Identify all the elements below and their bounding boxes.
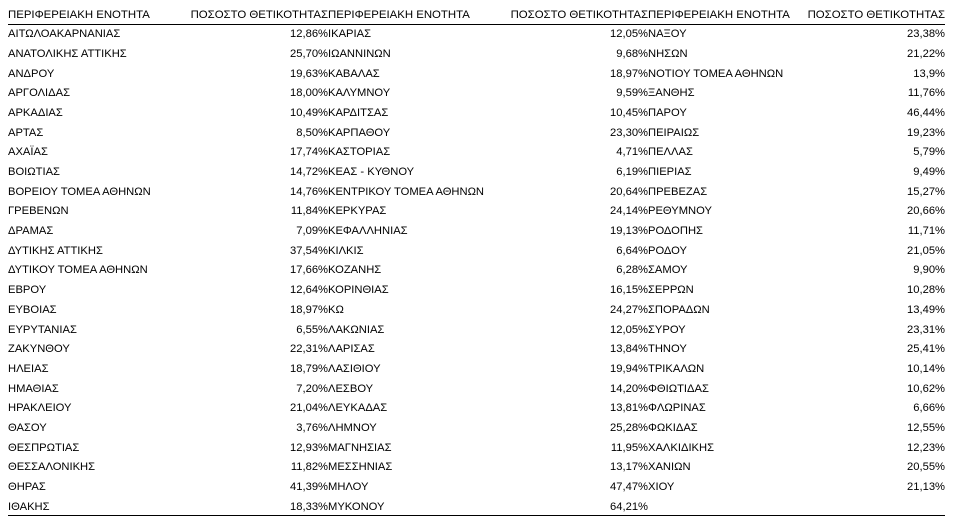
positivity-rate-value: 9,68% bbox=[616, 47, 648, 60]
regional-unit-name: ΘΗΡΑΣ bbox=[8, 481, 46, 494]
table-row bbox=[8, 183, 328, 203]
positivity-rate-value: 12,86% bbox=[290, 28, 328, 41]
positivity-rate-value: 46,44% bbox=[907, 106, 945, 119]
positivity-rate-value: 18,00% bbox=[290, 87, 328, 100]
table-row bbox=[8, 123, 328, 143]
table-row bbox=[328, 320, 648, 340]
table-row bbox=[8, 320, 328, 340]
table-row bbox=[328, 45, 648, 65]
regional-unit-name: ΘΑΣΟΥ bbox=[8, 421, 47, 434]
positivity-rate-value: 37,54% bbox=[290, 244, 328, 257]
positivity-rate-value: 6,28% bbox=[616, 264, 648, 277]
table-row bbox=[328, 478, 648, 498]
positivity-rate-value: 13,9% bbox=[913, 67, 945, 80]
table-row bbox=[8, 399, 328, 419]
positivity-rate-value: 24,14% bbox=[610, 205, 648, 218]
table-row bbox=[648, 340, 945, 360]
table-row bbox=[648, 458, 945, 478]
regional-unit-name: ΙΩΑΝΝΙΝΩΝ bbox=[328, 47, 391, 60]
positivity-rate-value: 13,49% bbox=[907, 303, 945, 316]
positivity-rate-value: 11,82% bbox=[290, 461, 328, 474]
table-row bbox=[648, 242, 945, 262]
regional-unit-name: ΑΡΓΟΛΙΔΑΣ bbox=[8, 87, 71, 100]
regional-unit-name: ΛΑΡΙΣΑΣ bbox=[328, 343, 375, 356]
column-group-3 bbox=[648, 8, 945, 498]
positivity-rate-value: 21,13% bbox=[907, 481, 945, 494]
positivity-rate-value: 25,70% bbox=[290, 47, 328, 60]
regional-unit-name: ΚΟΖΑΝΗΣ bbox=[328, 264, 382, 277]
table-row bbox=[8, 458, 328, 478]
table-row bbox=[648, 143, 945, 163]
table-row bbox=[328, 64, 648, 84]
table-row bbox=[328, 143, 648, 163]
regional-unit-name: ΦΛΩΡΙΝΑΣ bbox=[648, 402, 706, 415]
regional-unit-name: ΑΡΤΑΣ bbox=[8, 126, 44, 139]
regional-unit-name: ΗΜΑΘΙΑΣ bbox=[8, 382, 59, 395]
header-positivity-rate: ΠΟΣΟΣΤΟ ΘΕΤΙΚΟΤΗΤΑΣ bbox=[510, 9, 648, 22]
table-row bbox=[8, 222, 328, 242]
regional-unit-name: ΡΟΔΟΠΗΣ bbox=[648, 225, 703, 238]
table-row bbox=[8, 64, 328, 84]
regional-unit-name: ΠΑΡΟΥ bbox=[648, 106, 687, 119]
table-row bbox=[328, 84, 648, 104]
regional-unit-name: ΜΑΓΝΗΣΙΑΣ bbox=[328, 441, 392, 454]
regional-unit-name: ΚΕΡΚΥΡΑΣ bbox=[328, 205, 387, 218]
table-row bbox=[648, 281, 945, 301]
regional-unit-name: ΦΘΙΩΤΙΔΑΣ bbox=[648, 382, 709, 395]
regional-unit-name: ΠΡΕΒΕΖΑΣ bbox=[648, 185, 708, 198]
table-row bbox=[328, 379, 648, 399]
regional-unit-name: ΛΕΣΒΟΥ bbox=[328, 382, 374, 395]
table-row bbox=[648, 123, 945, 143]
regional-unit-name: ΚΑΡΔΙΤΣΑΣ bbox=[328, 106, 389, 119]
regional-unit-name: ΣΠΟΡΑΔΩΝ bbox=[648, 303, 710, 316]
table-row bbox=[648, 419, 945, 439]
positivity-rate-value: 9,49% bbox=[913, 166, 945, 179]
regional-unit-name: ΖΑΚΥΝΘΟΥ bbox=[8, 343, 70, 356]
positivity-rate-value: 18,97% bbox=[290, 303, 328, 316]
positivity-rate-value: 3,76% bbox=[296, 421, 328, 434]
table-row bbox=[8, 301, 328, 321]
regional-unit-name: ΑΧΑΪΑΣ bbox=[8, 146, 48, 159]
header-regional-unit: ΠΕΡΙΦΕΡΕΙΑΚΗ ΕΝΟΤΗΤΑ bbox=[8, 9, 150, 22]
positivity-rate-value: 10,14% bbox=[907, 362, 945, 375]
regional-unit-name: ΘΕΣΠΡΩΤΙΑΣ bbox=[8, 441, 80, 454]
positivity-rate-value: 23,38% bbox=[907, 28, 945, 41]
regional-unit-name: ΠΕΛΛΑΣ bbox=[648, 146, 693, 159]
positivity-rate-value: 5,79% bbox=[913, 146, 945, 159]
regional-unit-name: ΝΟΤΙΟΥ ΤΟΜΕΑ ΑΘΗΝΩΝ bbox=[648, 67, 784, 80]
positivity-rate-value: 17,74% bbox=[290, 146, 328, 159]
regional-unit-name: ΘΕΣΣΑΛΟΝΙΚΗΣ bbox=[8, 461, 96, 474]
table-row bbox=[328, 458, 648, 478]
table-row bbox=[648, 261, 945, 281]
regional-unit-name: ΔΥΤΙΚΟΥ ΤΟΜΕΑ ΑΘΗΝΩΝ bbox=[8, 264, 148, 277]
table-row bbox=[328, 399, 648, 419]
positivity-rate-value: 18,79% bbox=[290, 362, 328, 375]
positivity-rate-value: 14,76% bbox=[290, 185, 328, 198]
regional-unit-name: ΚΑΣΤΟΡΙΑΣ bbox=[328, 146, 391, 159]
regional-unit-name: ΑΙΤΩΛΟΑΚΑΡΝΑΝΙΑΣ bbox=[8, 28, 121, 41]
column-group-2 bbox=[328, 8, 648, 517]
regional-unit-name: ΤΡΙΚΑΛΩΝ bbox=[648, 362, 705, 375]
regional-unit-name: ΜΥΚΟΝΟΥ bbox=[328, 500, 385, 513]
table-row bbox=[8, 163, 328, 183]
positivity-rate-value: 17,66% bbox=[290, 264, 328, 277]
table-row bbox=[328, 25, 648, 45]
positivity-rate-value: 9,90% bbox=[913, 264, 945, 277]
table-header-row bbox=[8, 8, 328, 25]
regional-unit-name: ΣΑΜΟΥ bbox=[648, 264, 688, 277]
positivity-rate-value: 7,20% bbox=[296, 382, 328, 395]
regional-unit-name: ΑΝΑΤΟΛΙΚΗΣ ΑΤΤΙΚΗΣ bbox=[8, 47, 127, 60]
column-group-3-rows bbox=[648, 25, 945, 498]
positivity-rate-value: 10,45% bbox=[610, 106, 648, 119]
regional-unit-name: ΣΥΡΟΥ bbox=[648, 323, 686, 336]
table-row bbox=[648, 399, 945, 419]
table-row bbox=[328, 202, 648, 222]
positivity-rate-value: 6,19% bbox=[616, 166, 648, 179]
table-row bbox=[8, 379, 328, 399]
regional-unit-name: ΞΑΝΘΗΣ bbox=[648, 87, 695, 100]
column-group-2-rows bbox=[328, 25, 648, 517]
positivity-rate-value: 10,49% bbox=[290, 106, 328, 119]
table-row bbox=[8, 340, 328, 360]
regional-unit-name: ΚΑΡΠΑΘΟΥ bbox=[328, 126, 391, 139]
positivity-rate-value: 21,22% bbox=[907, 47, 945, 60]
regional-unit-name: ΝΗΣΩΝ bbox=[648, 47, 688, 60]
regional-unit-name: ΚΕΝΤΡΙΚΟΥ ΤΟΜΕΑ ΑΘΗΝΩΝ bbox=[328, 185, 485, 198]
positivity-rate-value: 13,84% bbox=[610, 343, 648, 356]
positivity-table bbox=[8, 8, 945, 517]
regional-unit-name: ΛΕΥΚΑΔΑΣ bbox=[328, 402, 388, 415]
positivity-rate-value: 7,09% bbox=[296, 225, 328, 238]
positivity-rate-value: 16,15% bbox=[610, 284, 648, 297]
table-row bbox=[328, 163, 648, 183]
regional-unit-name: ΗΡΑΚΛΕΙΟΥ bbox=[8, 402, 72, 415]
positivity-rate-value: 13,81% bbox=[610, 402, 648, 415]
table-bottom-rule bbox=[8, 515, 945, 516]
table-row bbox=[648, 438, 945, 458]
positivity-rate-value: 19,13% bbox=[610, 225, 648, 238]
positivity-rate-value: 6,55% bbox=[296, 323, 328, 336]
regional-unit-name: ΛΗΜΝΟΥ bbox=[328, 421, 377, 434]
regional-unit-name: ΒΟΡΕΙΟΥ ΤΟΜΕΑ ΑΘΗΝΩΝ bbox=[8, 185, 151, 198]
column-group-1 bbox=[8, 8, 328, 517]
regional-unit-name: ΜΗΛΟΥ bbox=[328, 481, 369, 494]
positivity-rate-value: 21,05% bbox=[907, 244, 945, 257]
regional-unit-name: ΣΕΡΡΩΝ bbox=[648, 284, 694, 297]
table-row bbox=[8, 84, 328, 104]
positivity-rate-value: 12,93% bbox=[290, 441, 328, 454]
table-row bbox=[648, 379, 945, 399]
regional-unit-name: ΤΗΝΟΥ bbox=[648, 343, 687, 356]
positivity-rate-value: 4,71% bbox=[616, 146, 648, 159]
positivity-rate-value: 11,71% bbox=[907, 225, 945, 238]
table-row bbox=[648, 222, 945, 242]
table-row bbox=[8, 360, 328, 380]
table-header-row bbox=[648, 8, 945, 25]
table-row bbox=[648, 320, 945, 340]
table-row bbox=[8, 242, 328, 262]
positivity-rate-value: 9,59% bbox=[616, 87, 648, 100]
regional-unit-name: ΠΙΕΡΙΑΣ bbox=[648, 166, 692, 179]
positivity-rate-value: 64,21% bbox=[610, 500, 648, 513]
regional-unit-name: ΚΕΑΣ - ΚΥΘΝΟΥ bbox=[328, 166, 415, 179]
table-row bbox=[8, 25, 328, 45]
regional-unit-name: ΦΩΚΙΔΑΣ bbox=[648, 421, 698, 434]
header-regional-unit: ΠΕΡΙΦΕΡΕΙΑΚΗ ΕΝΟΤΗΤΑ bbox=[648, 9, 790, 22]
header-positivity-rate: ΠΟΣΟΣΤΟ ΘΕΤΙΚΟΤΗΤΑΣ bbox=[190, 9, 328, 22]
positivity-rate-value: 19,23% bbox=[907, 126, 945, 139]
positivity-rate-value: 47,47% bbox=[610, 481, 648, 494]
table-row bbox=[648, 183, 945, 203]
table-row bbox=[328, 242, 648, 262]
regional-unit-name: ΧΑΝΙΩΝ bbox=[648, 461, 691, 474]
regional-unit-name: ΕΥΒΟΙΑΣ bbox=[8, 303, 57, 316]
table-row bbox=[328, 123, 648, 143]
positivity-rate-value: 12,64% bbox=[290, 284, 328, 297]
regional-unit-name: ΡΕΘΥΜΝΟΥ bbox=[648, 205, 712, 218]
regional-unit-name: ΛΑΣΙΘΙΟΥ bbox=[328, 362, 381, 375]
column-group-1-rows bbox=[8, 25, 328, 517]
table-row bbox=[328, 183, 648, 203]
regional-unit-name: ΚΑΛΥΜΝΟΥ bbox=[328, 87, 391, 100]
regional-unit-name: ΗΛΕΙΑΣ bbox=[8, 362, 49, 375]
positivity-rate-value: 6,64% bbox=[616, 244, 648, 257]
table-row bbox=[328, 340, 648, 360]
positivity-rate-value: 8,50% bbox=[296, 126, 328, 139]
regional-unit-name: ΕΥΡΥΤΑΝΙΑΣ bbox=[8, 323, 77, 336]
regional-unit-name: ΚΩ bbox=[328, 303, 344, 316]
positivity-rate-value: 20,66% bbox=[907, 205, 945, 218]
regional-unit-name: ΑΡΚΑΔΙΑΣ bbox=[8, 106, 63, 119]
regional-unit-name: ΚΙΛΚΙΣ bbox=[328, 244, 364, 257]
table-row bbox=[648, 163, 945, 183]
table-row bbox=[648, 360, 945, 380]
positivity-rate-value: 12,05% bbox=[610, 323, 648, 336]
positivity-rate-value: 6,66% bbox=[913, 402, 945, 415]
regional-unit-name: ΔΡΑΜΑΣ bbox=[8, 225, 54, 238]
table-row bbox=[8, 478, 328, 498]
regional-unit-name: ΙΘΑΚΗΣ bbox=[8, 500, 50, 513]
regional-unit-name: ΚΕΦΑΛΛΗΝΙΑΣ bbox=[328, 225, 408, 238]
table-row bbox=[328, 104, 648, 124]
regional-unit-name: ΡΟΔΟΥ bbox=[648, 244, 687, 257]
table-row bbox=[8, 438, 328, 458]
regional-unit-name: ΑΝΔΡΟΥ bbox=[8, 67, 55, 80]
regional-unit-name: ΔΥΤΙΚΗΣ ΑΤΤΙΚΗΣ bbox=[8, 244, 103, 257]
table-row bbox=[648, 104, 945, 124]
regional-unit-name: ΧΙΟΥ bbox=[648, 481, 675, 494]
positivity-rate-value: 25,28% bbox=[610, 421, 648, 434]
regional-unit-name: ΕΒΡΟΥ bbox=[8, 284, 47, 297]
table-row bbox=[648, 301, 945, 321]
regional-unit-name: ΝΑΞΟΥ bbox=[648, 28, 687, 41]
positivity-rate-value: 11,84% bbox=[290, 205, 328, 218]
positivity-rate-value: 18,33% bbox=[290, 500, 328, 513]
table-row bbox=[8, 143, 328, 163]
regional-unit-name: ΧΑΛΚΙΔΙΚΗΣ bbox=[648, 441, 715, 454]
regional-unit-name: ΜΕΣΣΗΝΙΑΣ bbox=[328, 461, 393, 474]
positivity-rate-value: 11,76% bbox=[907, 87, 945, 100]
table-row bbox=[648, 64, 945, 84]
table-row bbox=[8, 419, 328, 439]
positivity-rate-value: 20,64% bbox=[610, 185, 648, 198]
table-row bbox=[328, 419, 648, 439]
positivity-rate-value: 23,30% bbox=[610, 126, 648, 139]
positivity-rate-value: 13,17% bbox=[610, 461, 648, 474]
table-row bbox=[8, 261, 328, 281]
table-row bbox=[648, 202, 945, 222]
regional-unit-name: ΚΟΡΙΝΘΙΑΣ bbox=[328, 284, 389, 297]
table-row bbox=[648, 45, 945, 65]
regional-unit-name: ΙΚΑΡΙΑΣ bbox=[328, 28, 371, 41]
table-row bbox=[8, 202, 328, 222]
header-regional-unit: ΠΕΡΙΦΕΡΕΙΑΚΗ ΕΝΟΤΗΤΑ bbox=[328, 9, 470, 22]
header-positivity-rate: ΠΟΣΟΣΤΟ ΘΕΤΙΚΟΤΗΤΑΣ bbox=[807, 9, 945, 22]
positivity-rate-value: 19,63% bbox=[290, 67, 328, 80]
positivity-rate-value: 19,94% bbox=[610, 362, 648, 375]
positivity-rate-value: 10,28% bbox=[907, 284, 945, 297]
regional-unit-name: ΒΟΙΩΤΙΑΣ bbox=[8, 166, 60, 179]
regional-unit-name: ΛΑΚΩΝΙΑΣ bbox=[328, 323, 385, 336]
positivity-rate-value: 12,55% bbox=[907, 421, 945, 434]
positivity-rate-value: 41,39% bbox=[290, 481, 328, 494]
positivity-rate-value: 23,31% bbox=[907, 323, 945, 336]
positivity-rate-value: 24,27% bbox=[610, 303, 648, 316]
positivity-rate-value: 15,27% bbox=[907, 185, 945, 198]
regional-unit-name: ΚΑΒΑΛΑΣ bbox=[328, 67, 380, 80]
positivity-rate-value: 11,95% bbox=[610, 441, 648, 454]
table-row bbox=[8, 45, 328, 65]
table-row bbox=[328, 261, 648, 281]
table-row bbox=[328, 360, 648, 380]
regional-unit-name: ΓΡΕΒΕΝΩΝ bbox=[8, 205, 69, 218]
positivity-rate-value: 21,04% bbox=[290, 402, 328, 415]
table-row bbox=[648, 478, 945, 498]
table-row bbox=[328, 222, 648, 242]
table-row bbox=[328, 438, 648, 458]
table-row bbox=[8, 104, 328, 124]
positivity-rate-value: 14,20% bbox=[610, 382, 648, 395]
table-row bbox=[328, 281, 648, 301]
positivity-rate-value: 18,97% bbox=[610, 67, 648, 80]
positivity-rate-value: 20,55% bbox=[907, 461, 945, 474]
positivity-rate-value: 22,31% bbox=[290, 343, 328, 356]
table-row bbox=[8, 281, 328, 301]
regional-unit-name: ΠΕΙΡΑΙΩΣ bbox=[648, 126, 700, 139]
table-header-row bbox=[328, 8, 648, 25]
table-row bbox=[328, 301, 648, 321]
positivity-rate-value: 25,41% bbox=[907, 343, 945, 356]
positivity-rate-value: 12,23% bbox=[907, 441, 945, 454]
positivity-rate-value: 10,62% bbox=[907, 382, 945, 395]
positivity-rate-value: 12,05% bbox=[610, 28, 648, 41]
positivity-rate-value: 14,72% bbox=[290, 166, 328, 179]
table-row bbox=[648, 84, 945, 104]
table-row bbox=[648, 25, 945, 45]
